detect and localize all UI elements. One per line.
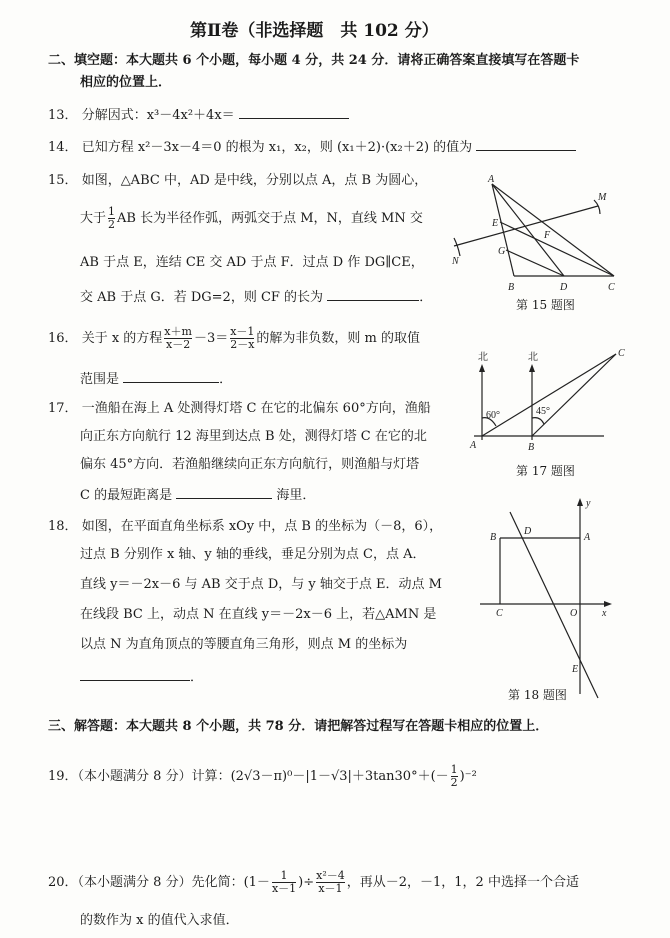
fig18-label-d: D [524, 526, 532, 537]
q16-f2-den: 2－x [230, 338, 255, 351]
q17-answer-blank[interactable] [176, 486, 272, 499]
fig18-label-e: E [572, 664, 579, 675]
fig18-label-a: A [584, 532, 591, 543]
fig18-label-x: x [602, 608, 607, 619]
q16-text-1a: 关于 x 的方程 [81, 331, 163, 346]
fig17-angle-60: 60° [486, 410, 500, 421]
fig18-x-arrow-icon [604, 601, 612, 607]
fig17-label-a: A [470, 440, 477, 451]
q16-fraction-1 [164, 326, 192, 351]
fig15-label-d: D [560, 282, 568, 293]
question-16-line-1 [48, 326, 420, 351]
question-15-line-3: AB 于点 E，连结 CE 交 AD 于点 F．过点 D 作 DG∥CE， [80, 255, 424, 270]
q20-f2-num: x²－4 [316, 869, 345, 882]
q13-text: 分解因式：x³－4x²＋4x＝ [81, 108, 235, 123]
q15-text-2a: 大于 [80, 211, 107, 226]
fig15-label-g: G [498, 246, 506, 257]
fig18-label-c: C [496, 608, 503, 619]
q20-f1-den: x－1 [271, 882, 297, 895]
q15-text-1: 如图，△ABC 中，AD 是中线，分别以点 A，点 B 为圆心， [81, 173, 428, 188]
q16-fraction-2 [230, 326, 254, 351]
fig17-arrow-b-icon [529, 364, 535, 372]
question-19 [48, 764, 477, 789]
fig17-arrow-a-icon [479, 364, 485, 372]
q19-frac-den: 2 [450, 776, 458, 789]
q15-frac-num: 1 [108, 205, 116, 218]
figure-17 [468, 344, 628, 456]
question-13 [48, 106, 349, 125]
q20-expr-2: )÷ [298, 875, 315, 890]
fig15-label-f: F [544, 230, 551, 241]
q17-text-4b: 海里． [276, 488, 316, 503]
q14-text: 已知方程 x²－3x－4＝0 的根为 x₁，x₂，则 (x₁＋2)·(x₂＋2) 的值为 [81, 140, 473, 155]
question-17-line-2: 向正东方向航行 12 海里到达点 B 处，测得灯塔 C 在它的北 [80, 429, 427, 444]
q19-number: 19． [48, 769, 78, 784]
question-18-line-3: 直线 y＝－2x－6 与 AB 交于点 D，与 y 轴交于点 E．动点 M [80, 577, 442, 592]
q18-text-1: 如图，在平面直角坐标系 xOy 中，点 B 的坐标为（－8，6）， [81, 519, 443, 534]
question-18-line-5: 以点 N 为直角顶点的等腰直角三角形，则点 M 的坐标为 [80, 637, 408, 652]
question-15-line-4: 交 AB 于点 G．若 DG=2，则 CF 的长为 ． [80, 290, 433, 305]
q14-answer-blank[interactable] [476, 138, 576, 151]
fig17-label-c: C [618, 348, 625, 359]
fig17-line-ac [482, 354, 616, 436]
fig17-label-b: B [528, 442, 535, 453]
question-17-line-3: 偏东 45°方向．若渔船继续向正东方向航行，则渔船与灯塔 [80, 457, 420, 472]
q16-f1-den: x－2 [166, 338, 191, 351]
question-15-line-1 [48, 172, 427, 190]
fig15-arc-n [454, 238, 460, 256]
figure-17-caption: 第 17 题图 [516, 464, 575, 478]
question-18-line-4: 在线段 BC 上，动点 N 在直线 y＝－2x－6 上，若△AMN 是 [80, 607, 437, 622]
fig15-label-b: B [508, 282, 515, 293]
q15-text-4: 交 AB 于点 G．若 DG=2，则 CF 的长为 [80, 290, 324, 305]
question-18-line-1 [48, 518, 442, 536]
q16-f2-num: x－1 [230, 325, 255, 338]
figure-18-caption: 第 18 题图 [508, 688, 567, 702]
q17-number: 17． [48, 401, 78, 416]
q20-number: 20． [48, 875, 78, 890]
q20-f2-den: x－1 [316, 882, 345, 895]
figure-15-caption: 第 15 题图 [516, 298, 575, 312]
q20-f1-num: 1 [280, 869, 288, 882]
q20-expr-3: ，再从－2，－1，1，2 中选择一个合适 [346, 875, 579, 890]
q15-answer-blank[interactable] [327, 288, 419, 301]
fig15-label-a: A [488, 174, 495, 185]
q20-tag: （本小题满分 8 分）先化简： [77, 875, 244, 890]
q15-text-2b: AB 长为半径作弧，两弧交于点 M，N，直线 MN 交 [117, 211, 423, 226]
fig15-line-mn [454, 206, 598, 246]
q15-frac-den: 2 [108, 218, 116, 231]
fig17-line-bc [532, 354, 616, 436]
question-17-line-1 [48, 400, 431, 418]
q18-number: 18． [48, 519, 78, 534]
q19-frac-num: 1 [450, 763, 458, 776]
question-20-line-2: 的数作为 x 的值代入求值． [80, 913, 239, 928]
fig15-label-n: N [452, 256, 459, 267]
q16-text-2: 范围是 [80, 372, 120, 387]
q20-fraction-2 [316, 870, 345, 895]
question-20-line-1 [48, 870, 579, 895]
fig17-north-label-a: 北 [478, 352, 488, 363]
fig18-label-o: O [570, 608, 578, 619]
q17-text-1: 一渔船在海上 A 处测得灯塔 C 在它的北偏东 60°方向，渔船 [81, 401, 431, 416]
section-2-header: 二、填空题：本大题共 6 个小题，每小题 4 分，共 24 分．请将正确答案直接填写在答题卡 [48, 53, 580, 68]
q19-tag: （本小题满分 8 分）计算： [77, 769, 231, 784]
q18-answer-blank[interactable] [80, 668, 190, 681]
fig15-line-dg [506, 250, 564, 276]
question-18-line-2: 过点 B 分别作 x 轴、y 轴的垂线，垂足分别为点 C，点 A． [80, 547, 426, 562]
fig18-label-y: y [586, 498, 591, 509]
fig15-label-c: C [608, 282, 615, 293]
page-title: 第Ⅱ卷（非选择题 共 102 分） [190, 21, 439, 41]
q16-text-1b: 的解为非负数，则 m 的取值 [256, 331, 421, 346]
q15-number: 15． [48, 173, 78, 188]
section-2-header-cont: 相应的位置上． [80, 75, 172, 90]
q19-expr-a: (2√3－π)⁰－|1－√3|＋3tan30°＋(－ [230, 769, 449, 784]
fig15-label-m: M [598, 192, 607, 203]
fig17-angle-b [532, 418, 544, 424]
fig18-label-b: B [490, 532, 497, 543]
q20-expr-1: (1－ [243, 875, 270, 890]
question-17-line-4 [80, 486, 315, 505]
q13-number: 13． [48, 108, 78, 123]
figure-18 [474, 494, 620, 700]
q15-fraction [108, 206, 115, 231]
q16-number: 16． [48, 331, 78, 346]
figure-15 [448, 172, 628, 294]
fig15-label-e: E [492, 218, 499, 229]
q16-answer-blank[interactable] [123, 370, 219, 383]
q14-number: 14． [48, 140, 78, 155]
fig17-north-label-b: 北 [528, 352, 538, 363]
q16-f1-num: x＋m [164, 325, 192, 338]
fig18-y-arrow-icon [577, 498, 583, 506]
fig17-angle-45: 45° [536, 406, 550, 417]
question-18-line-6: ． [80, 668, 203, 687]
q13-answer-blank[interactable] [239, 106, 349, 119]
q17-text-4a: C 的最短距离是 [80, 488, 173, 503]
question-14 [48, 138, 576, 157]
section-3-header: 三、解答题：本大题共 8 个小题，共 78 分．请把解答过程写在答题卡相应的位置上． [48, 719, 549, 734]
q19-expr-b: )⁻² [459, 769, 477, 784]
q16-text-mid: －3＝ [193, 331, 229, 346]
q20-fraction-1 [272, 870, 296, 895]
question-15-line-2 [80, 206, 423, 231]
question-16-line-2: 范围是 ． [80, 372, 233, 387]
q19-fraction [451, 764, 458, 789]
